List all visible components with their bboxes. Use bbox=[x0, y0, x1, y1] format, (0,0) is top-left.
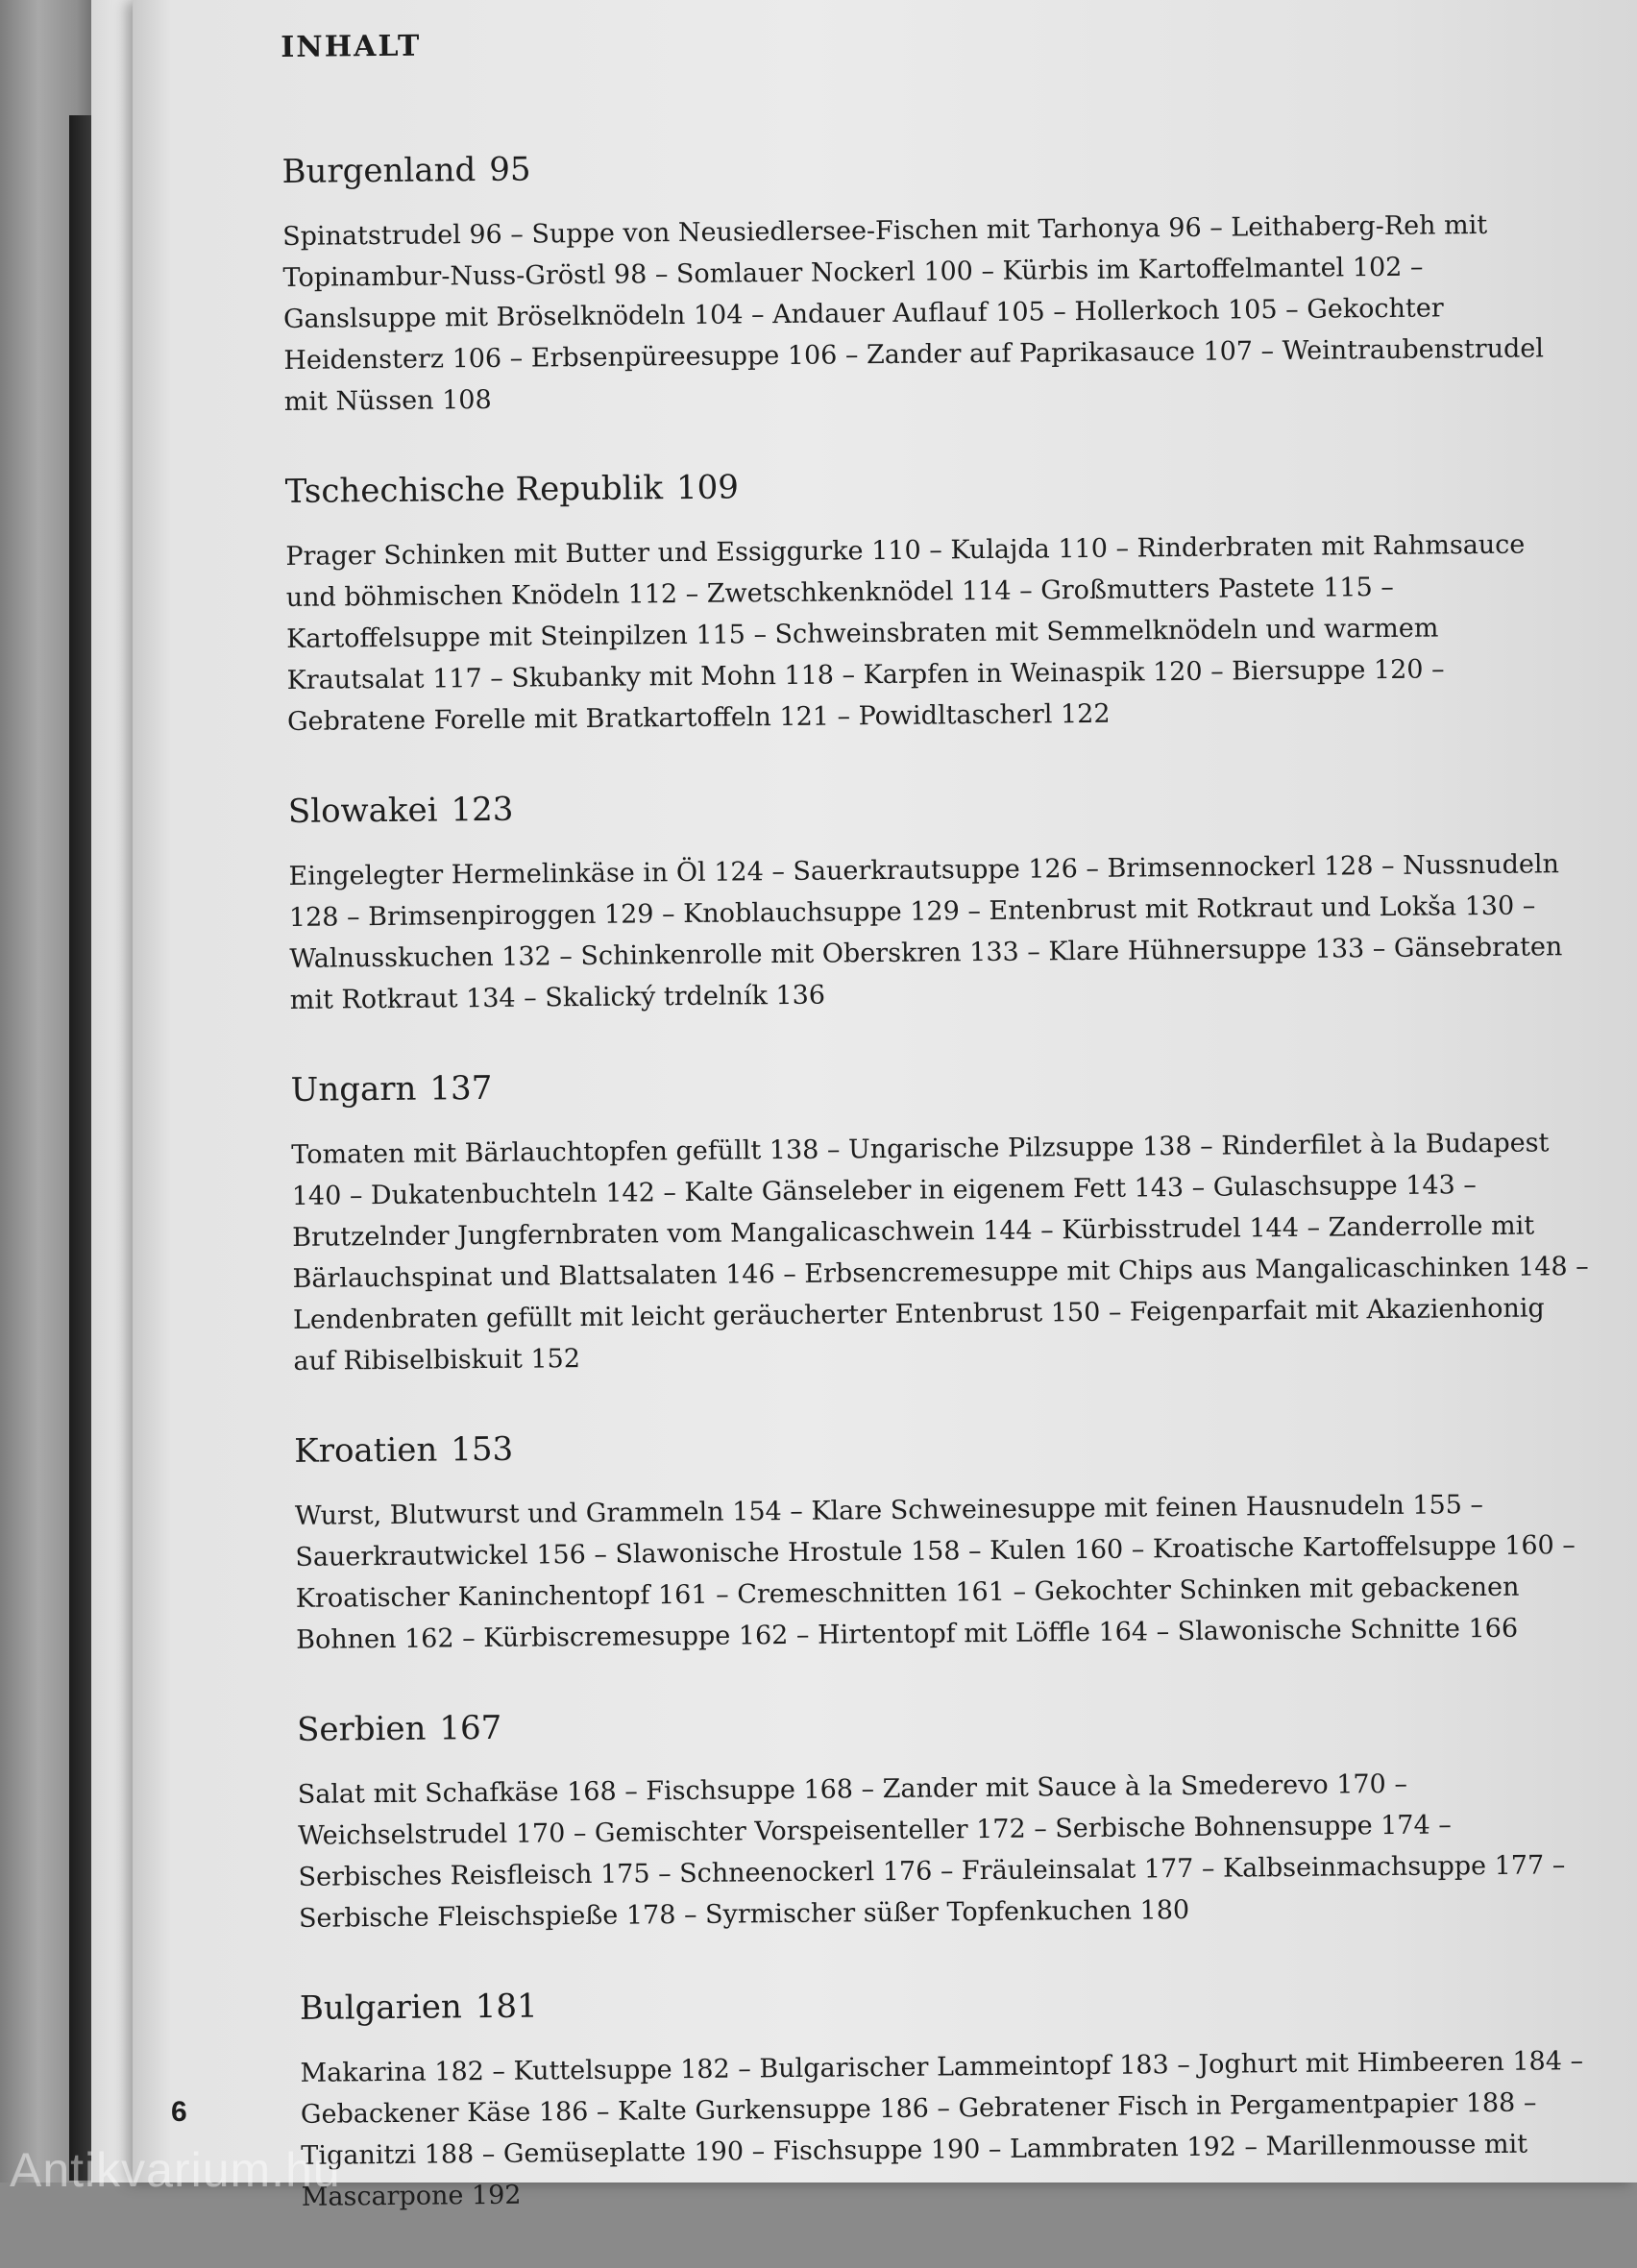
watermark: Antikvarium.hu bbox=[10, 2143, 341, 2197]
section-page: 181 bbox=[475, 1987, 538, 2027]
section-name: Ungarn bbox=[290, 1069, 417, 1110]
toc-section bbox=[285, 460, 1595, 743]
page-header: INHALT bbox=[281, 29, 422, 64]
section-name: Burgenland bbox=[281, 151, 476, 191]
page-number: 6 bbox=[171, 2096, 187, 2128]
book-spine-shadow bbox=[69, 115, 92, 2181]
section-page: 123 bbox=[451, 790, 514, 830]
toc-section bbox=[297, 1698, 1605, 1939]
section-entries: Prager Schinken mit Butter und Essiggurke 110 – Kulajda 110 – Rinderbraten mit Rahmsauce und böhmischen Knödeln 112 – Zwetschkenknödel 114 – Großmutters Pastete 115 – Kartoffelsuppe mit Steinpilzen 115 – Schweinsbraten mit Semmelknödeln und warmem Krautsalat 117 – Skubanky mit Mohn 118 – Karpfen in Weinaspik 120 – Biersuppe 120 – Gebratene Forelle mit Bratkartoffeln 121 – Powidltascherl 122 bbox=[285, 529, 1526, 737]
section-page: 167 bbox=[439, 1708, 502, 1748]
section-name: Kroatien bbox=[294, 1430, 438, 1471]
section-name: Bulgarien bbox=[299, 1988, 463, 2028]
section-name: Tschechische Republik bbox=[284, 469, 664, 511]
section-title bbox=[291, 1059, 1598, 1110]
toc-section bbox=[281, 140, 1591, 423]
section-title bbox=[285, 460, 1592, 511]
section-entries: Makarina 182 – Kuttelsuppe 182 – Bulgarischer Lammeintopf 183 – Joghurt mit Himbeeren 184 – Gebackener Käse 186 – Kalte Gurkensuppe 186 – Gebratener Fisch in Pergamentpapier 188 – Tiganitzi 188 – Gemüseplatte 190 – Fischsuppe 190 – Lammbraten 192 – Marillenmousse mit Mascarpone 192 bbox=[300, 2046, 1584, 2212]
toc-section bbox=[294, 1420, 1602, 1661]
section-entries: Wurst, Blutwurst und Grammeln 154 – Klare Schweinesuppe mit feinen Hausnudeln 155 – Sauerkrautwickel 156 – Slawonische Hrostule 158 – Kulen 160 – Kroatische Kartoffelsuppe 160 – Kroatischer Kaninchentopf 161 – Cremeschnitten 161 – Gekochter Schinken mit gebackenen Bohnen 162 – Kürbiscremesuppe 162 – Hirtentopf mit Löffle 164 – Slawonische Schnitte 166 bbox=[294, 1490, 1576, 1655]
section-page: 95 bbox=[489, 150, 531, 189]
section-page: 153 bbox=[451, 1429, 514, 1470]
table-of-contents bbox=[281, 7, 1608, 2268]
section-entries: Salat mit Schafkäse 168 – Fischsuppe 168 – Zander mit Sauce à la Smederevo 170 – Weichselstrudel 170 – Gemischter Vorspeisenteller 172 – Serbische Bohnensuppe 174 – Serbisches Reisfleisch 175 – Schneenockerl 176 – Fräuleinsalat 177 – Kalbseinmachsuppe 177 – Serbische Fleischspieße 178 – Syrmischer süßer Topfenkuchen 180 bbox=[297, 1768, 1566, 1934]
section-name: Slowakei bbox=[287, 791, 438, 831]
section-title bbox=[297, 1698, 1603, 1749]
toc-section bbox=[288, 780, 1597, 1021]
section-title bbox=[281, 140, 1588, 191]
section-name: Serbien bbox=[296, 1709, 427, 1749]
toc-section bbox=[291, 1059, 1600, 1382]
section-entries: Spinatstrudel 96 – Suppe von Neusiedlersee-Fischen mit Tarhonya 96 – Leithaberg-Reh mit Topinambur-Nuss-Gröstl 98 – Somlauer Nockerl 100 – Kürbis im Kartoffelmantel 102 – Ganslsuppe mit Bröselknödeln 104 – Andauer Auflauf 105 – Hollerkoch 105 – Gekochter Heidensterz 106 – Erbsenpüreesuppe 106 – Zander auf Paprikasauce 107 – Weintraubenstrudel mit Nüssen 108 bbox=[282, 209, 1545, 417]
section-entries: Eingelegter Hermelinkäse in Öl 124 – Sauerkrautsuppe 126 – Brimsennockerl 128 – Nussnudeln 128 – Brimsenpiroggen 129 – Knoblauchsuppe 129 – Entenbrust mit Rotkraut und Lokša 130 – Walnusskuchen 132 – Schinkenrolle mit Oberskren 133 – Klare Hühnersuppe 133 – Gänsebraten mit Rotkraut 134 – Skalický trdelník 136 bbox=[288, 849, 1563, 1015]
toc-section bbox=[300, 1977, 1608, 2218]
section-title bbox=[294, 1420, 1600, 1471]
section-page: 109 bbox=[675, 468, 740, 508]
section-title bbox=[288, 780, 1595, 831]
section-entries: Tomaten mit Bärlauchtopfen gefüllt 138 – Ungarische Pilzsuppe 138 – Rinderfilet à la Budapest 140 – Dukatenbuchteln 142 – Kalte Gänseleber in eigenem Fett 143 – Gulaschsuppe 143 – Brutzelnder Jungfernbraten vom Mangalicaschwein 144 – Kürbisstrudel 144 – Zanderrolle mit Bärlauchspinat und Blattsalaten 146 – Erbsencremesuppe mit Chips aus Mangalicaschinken 148 – Lendenbraten gefüllt mit leicht geräucherter Entenbrust 150 – Feigenparfait mit Akazienhonig auf Ribiselbiskuit 152 bbox=[291, 1128, 1589, 1377]
section-page: 137 bbox=[429, 1068, 493, 1109]
section-title bbox=[300, 1977, 1606, 2028]
